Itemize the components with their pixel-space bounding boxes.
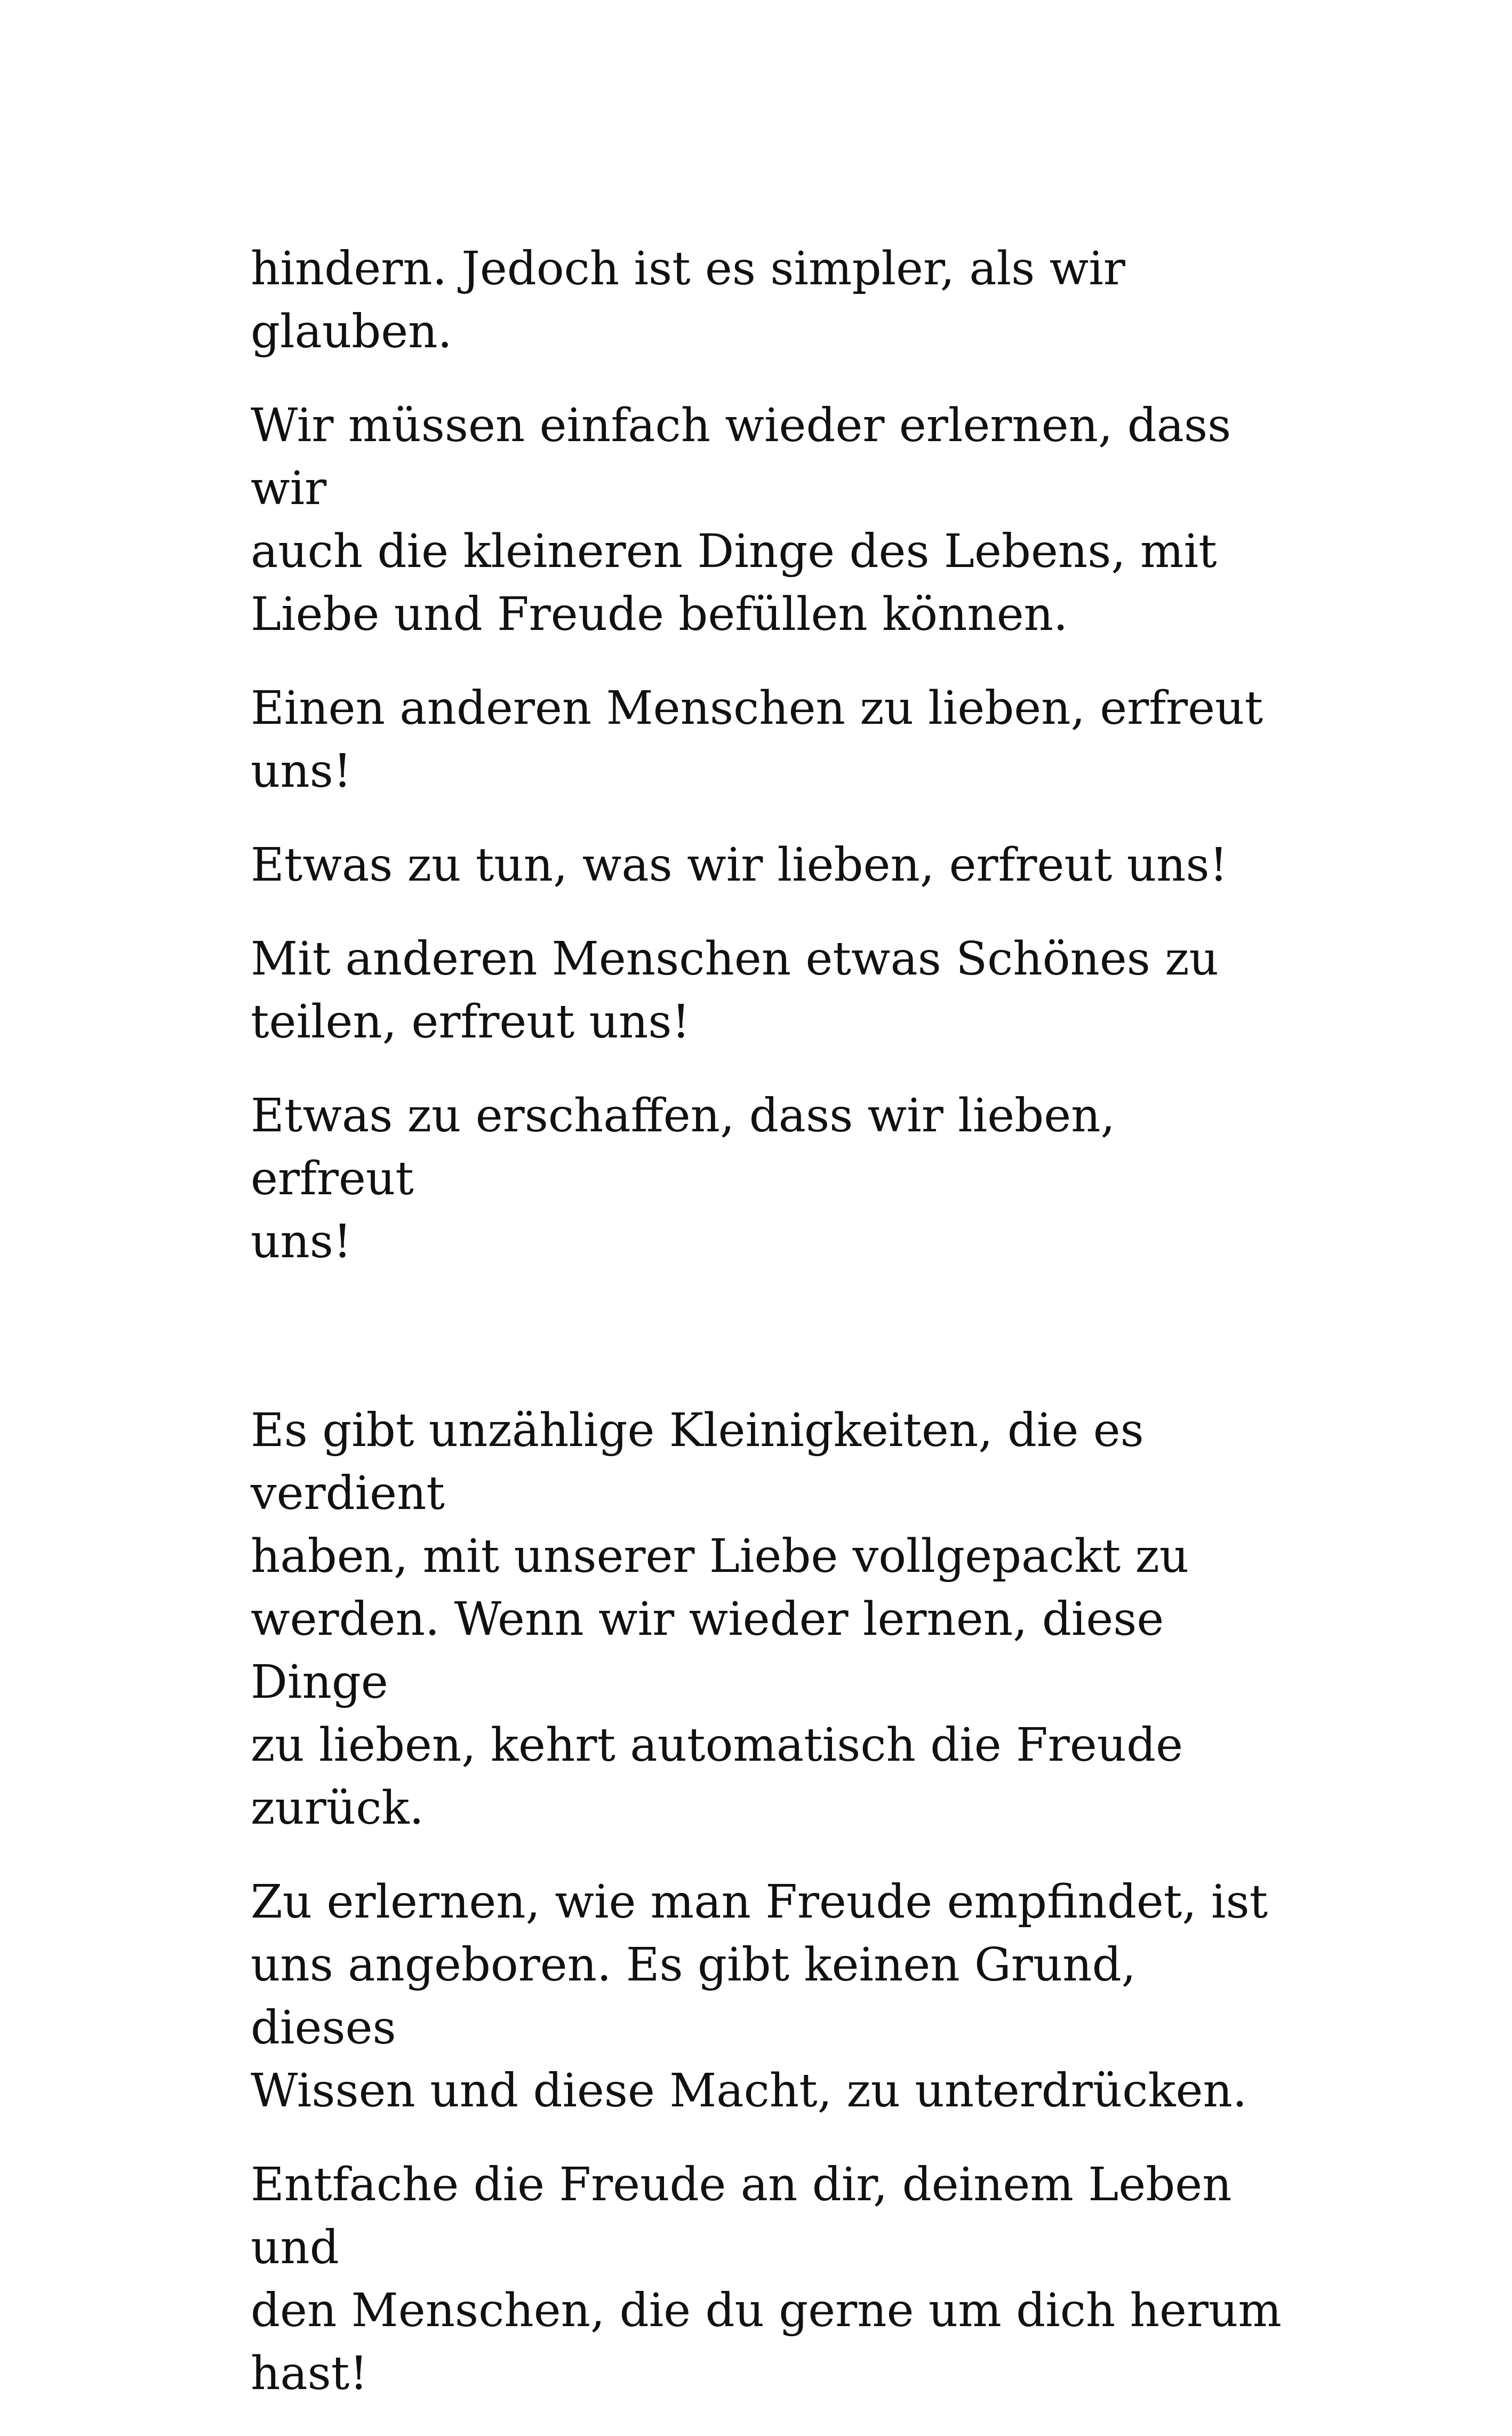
paragraph: hindern. Jedoch ist es simpler, als wir glauben.	[251, 242, 1125, 358]
paragraph: Etwas zu tun, was wir lieben, erfreut uns!	[251, 838, 1228, 892]
paragraph: Etwas zu erschaffen, dass wir lieben, erfreut uns!	[251, 1089, 1115, 1268]
paragraph: Mit anderen Menschen etwas Schönes zu teilen, erfreut uns!	[251, 932, 1219, 1049]
paragraph: Es gibt unzählige Kleinigkeiten, die es verdient haben, mit unserer Liebe vollgepackt zu werden. Wenn wir wieder lernen, diese Dinge zu lieben, kehrt automatisch die Freude zurück.	[251, 1404, 1189, 1835]
paragraph: Wir müssen einfach wieder erlernen, dass wir auch die kleineren Dinge des Lebens, mit Liebe und Freude befüllen können.	[251, 399, 1231, 641]
paragraph: Zu erlernen, wie man Freude empfindet, ist uns angeboren. Es gibt keinen Grund, dieses Wissen und diese Macht, zu unterdrücken.	[251, 1875, 1268, 2118]
paragraph: Entfache die Freude an dir, deinem Leben und den Menschen, die du gerne um dich herum hast!	[251, 2158, 1282, 2400]
body-text	[251, 237, 1285, 2436]
section-break	[251, 1304, 1285, 1399]
paragraph: Einen anderen Menschen zu lieben, erfreut uns!	[251, 682, 1263, 798]
